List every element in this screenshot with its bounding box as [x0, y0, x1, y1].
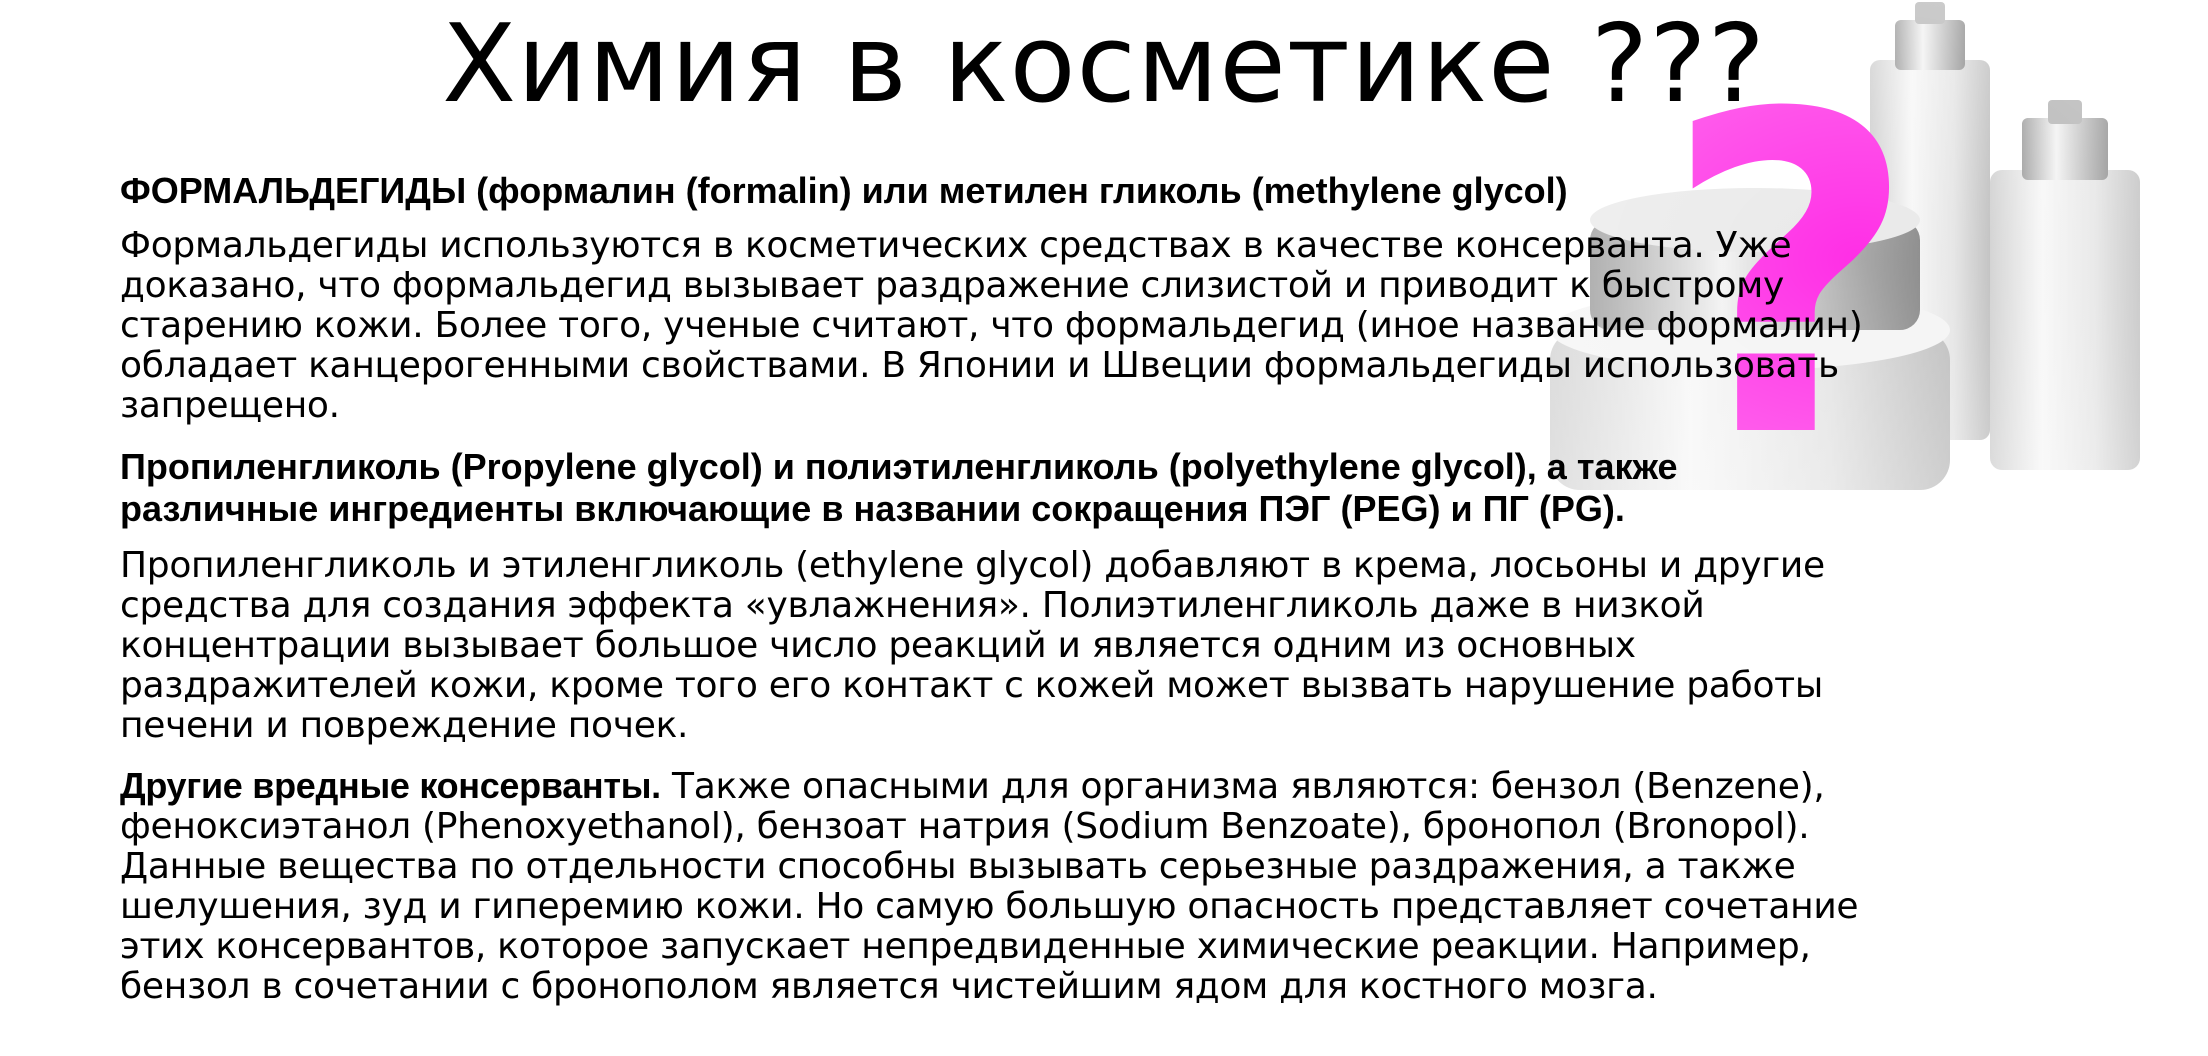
- body-line: [120, 766, 2120, 807]
- body-line: феноксиэтанол (Phenoxyethanol), бензоат натрия (Sodium Benzoate), бронопол (Bronopol).: [120, 806, 1810, 847]
- section-body: [120, 546, 2120, 746]
- body-line: доказано, что формальдегид вызывает раздражение слизистой и приводит к быстрому: [120, 265, 1785, 306]
- body-line: этих консервантов, которое запускает непредвиденные химические реакции. Например,: [120, 926, 1811, 967]
- section-body: [120, 766, 2120, 1007]
- lead-continuation: Также опасными для организма являются: бензол (Benzene),: [660, 766, 1825, 807]
- body-line: средства для создания эффекта «увлажнения». Полиэтиленгликоль даже в низкой: [120, 585, 1705, 626]
- page-title: Химия в косметике ???: [442, 2, 1766, 127]
- body-line: раздражителей кожи, кроме того его контакт с кожей может вызвать нарушение работы: [120, 665, 1823, 706]
- section-formaldehyde: [120, 170, 2120, 426]
- section-body: [120, 226, 2120, 426]
- body-line: концентрации вызывает большое число реакций и является одним из основных: [120, 625, 1636, 666]
- body-line: шелушения, зуд и гиперемию кожи. Но самую большую опасность представляет сочетание: [120, 886, 1859, 927]
- content: [120, 170, 2120, 1007]
- section-heading: [120, 446, 2120, 530]
- body-line: обладает канцерогенными свойствами. В Японии и Швеции формальдегиды использовать: [120, 345, 1839, 386]
- body-line: печени и повреждение почек.: [120, 705, 689, 746]
- heading-line: Пропиленгликоль (Propylene glycol) и полиэтиленгликоль (polyethylene glycol), а также: [120, 446, 1678, 487]
- body-line: Пропиленгликоль и этиленгликоль (ethylene glycol) добавляют в крема, лосьоны и другие: [120, 545, 1825, 586]
- question-mark-icon: ?: [1662, 22, 1918, 520]
- heading-line: различные ингредиенты включающие в названии сокращения ПЭГ (PEG) и ПГ (PG).: [120, 488, 1625, 529]
- body-line: бензол в сочетании с бронополом является чистейшим ядом для костного мозга.: [120, 966, 1658, 1007]
- body-line: запрещено.: [120, 385, 340, 426]
- section-lead: Другие вредные консерванты.: [120, 765, 661, 806]
- body-line: Формальдегиды используются в косметических средствах в качестве консерванта. Уже: [120, 225, 1792, 266]
- body-line: Данные вещества по отдельности способны вызывать серьезные раздражения, а также: [120, 846, 1796, 887]
- body-line: старению кожи. Более того, ученые считают, что формальдегид (иное название формалин): [120, 305, 1863, 346]
- section-heading: ФОРМАЛЬДЕГИДЫ (формалин (formalin) или метилен гликоль (methylene glycol): [120, 170, 1568, 211]
- section-propylene-glycol: [120, 446, 2120, 746]
- section-other-preservatives: [120, 766, 2120, 1007]
